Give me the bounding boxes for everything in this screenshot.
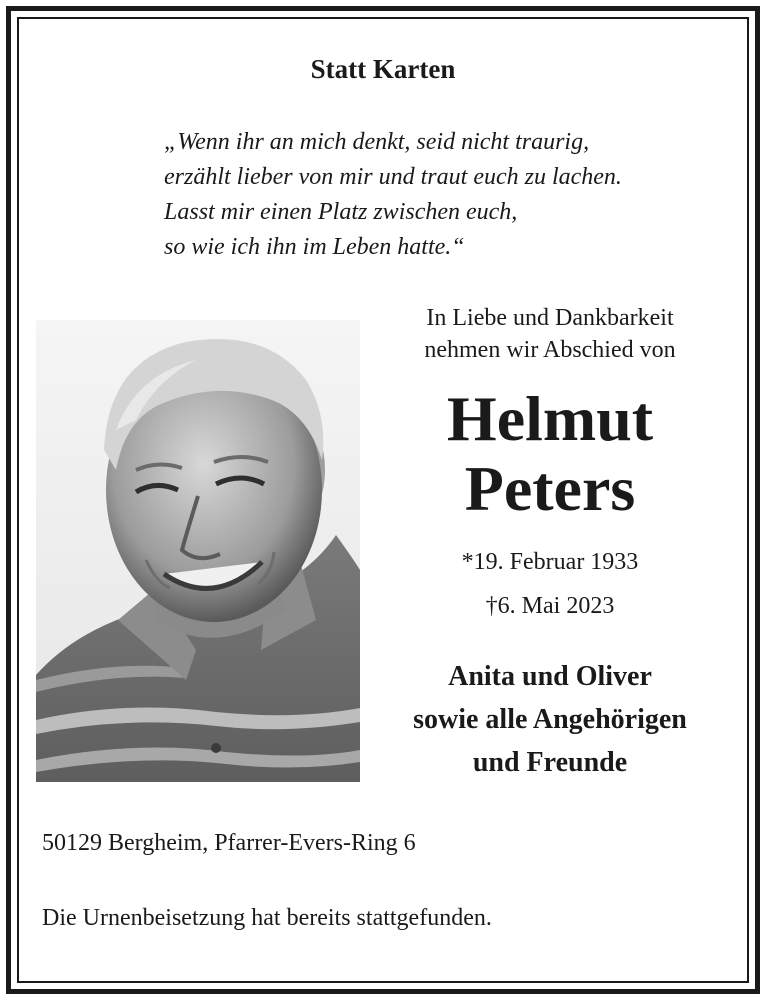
poem-line: Lasst mir einen Platz zwischen euch, xyxy=(164,199,518,225)
first-name: Helmut xyxy=(446,383,654,454)
poem-line: so wie ich ihn im Leben hatte.“ xyxy=(164,234,465,260)
mourners xyxy=(360,655,740,784)
deceased-name xyxy=(360,384,740,524)
farewell-intro xyxy=(360,302,740,366)
portrait-photo xyxy=(36,320,360,782)
burial-note: Die Urnenbeisetzung hat bereits stattgefunden. xyxy=(42,905,492,931)
mourner-line: Anita und Oliver xyxy=(448,661,652,692)
birth-date: *19. Februar 1933 xyxy=(461,549,639,575)
notice-heading: Statt Karten xyxy=(310,54,456,84)
life-dates xyxy=(360,540,740,628)
poem-quote xyxy=(164,125,622,265)
intro-line: nehmen wir Abschied von xyxy=(424,337,676,363)
poem-line: „Wenn ihr an mich denkt, seid nicht traurig, xyxy=(164,129,590,155)
portrait-illustration xyxy=(36,320,360,782)
mourner-line: sowie alle Angehörigen xyxy=(413,704,687,735)
death-date: †6. Mai 2023 xyxy=(485,593,615,619)
mourner-line: und Freunde xyxy=(472,747,628,778)
poem-line: erzählt lieber von mir und traut euch zu lachen. xyxy=(164,164,622,190)
intro-line: In Liebe und Dankbarkeit xyxy=(426,305,674,331)
last-name: Peters xyxy=(464,453,636,524)
address: 50129 Bergheim, Pfarrer-Evers-Ring 6 xyxy=(42,830,416,856)
